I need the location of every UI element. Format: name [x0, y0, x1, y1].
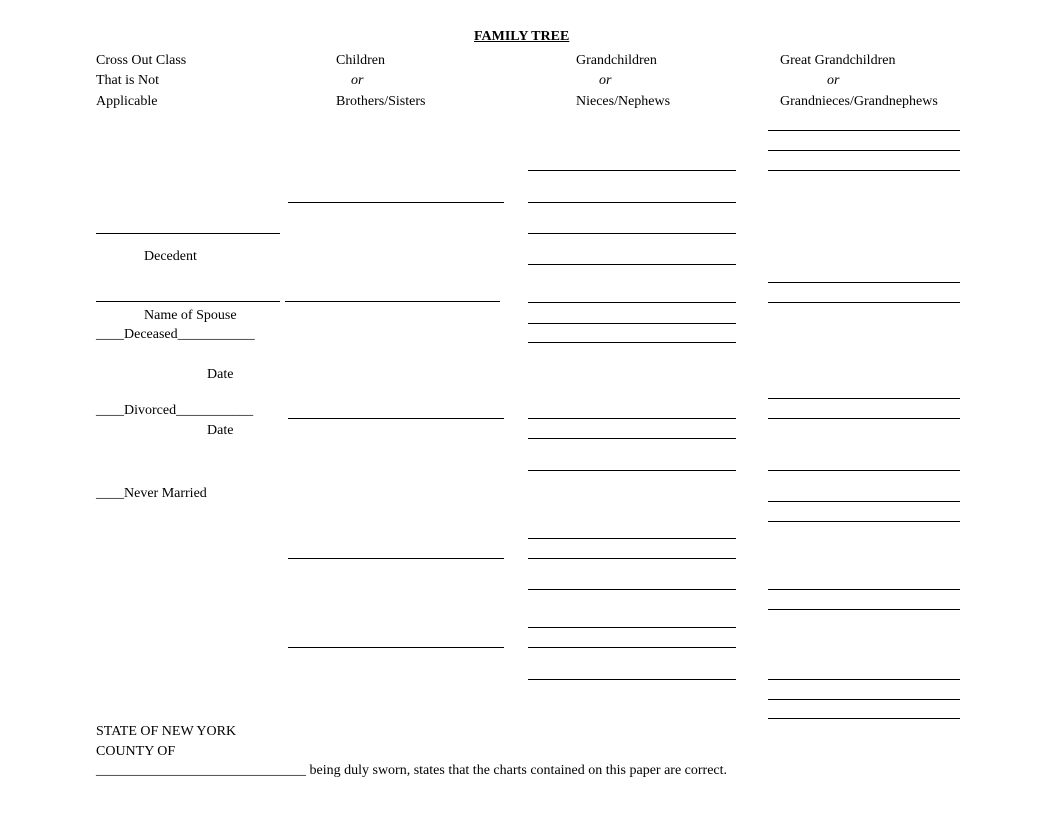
grandchild-blank-line[interactable] — [528, 418, 736, 419]
grandchildren-header-or: or — [599, 73, 612, 88]
spouse-blank-line[interactable] — [96, 301, 280, 302]
oath-line — [96, 763, 727, 779]
grandchild-blank-line[interactable] — [528, 589, 736, 590]
grandchild-blank-line[interactable] — [528, 647, 736, 648]
child-blank-line[interactable] — [288, 202, 504, 203]
great-grandchild-blank-line[interactable] — [768, 521, 960, 522]
great-grandchild-blank-line[interactable] — [768, 679, 960, 680]
class-header-line3: Applicable — [96, 94, 158, 109]
great-grandchildren-header-or: or — [827, 73, 840, 88]
child-blank-line[interactable] — [288, 558, 504, 559]
deceased-date-label: Date — [207, 367, 234, 382]
great-grandchild-blank-line[interactable] — [768, 589, 960, 590]
grandchild-blank-line[interactable] — [528, 470, 736, 471]
great-grandchild-blank-line[interactable] — [768, 282, 960, 283]
children-header-line3: Brothers/Sisters — [336, 94, 426, 109]
oath-statement: being duly sworn, states that the charts contained on this paper are correct. — [309, 763, 728, 778]
grandchild-blank-line[interactable] — [528, 438, 736, 439]
child-blank-line[interactable] — [288, 418, 504, 419]
great-grandchildren-header-line1: Great Grandchildren — [780, 53, 896, 68]
grandchild-blank-line[interactable] — [528, 170, 736, 171]
grandchild-blank-line[interactable] — [528, 202, 736, 203]
children-header-or: or — [351, 73, 364, 88]
child-blank-line[interactable] — [288, 647, 504, 648]
decedent-label: Decedent — [144, 249, 197, 264]
grandchild-blank-line[interactable] — [528, 558, 736, 559]
divorced-date-label: Date — [207, 423, 234, 438]
great-grandchild-blank-line[interactable] — [768, 302, 960, 303]
children-header-line1: Children — [336, 53, 385, 68]
great-grandchild-blank-line[interactable] — [768, 501, 960, 502]
grandchild-blank-line[interactable] — [528, 342, 736, 343]
grandchild-blank-line[interactable] — [528, 627, 736, 628]
spouse-label: Name of Spouse — [144, 308, 237, 323]
grandchild-blank-line[interactable] — [528, 233, 736, 234]
grandchild-blank-line[interactable] — [528, 679, 736, 680]
great-grandchild-blank-line[interactable] — [768, 609, 960, 610]
great-grandchild-blank-line[interactable] — [768, 130, 960, 131]
divorced-field[interactable]: ____Divorced___________ — [96, 403, 254, 418]
great-grandchild-blank-line[interactable] — [768, 150, 960, 151]
class-header-line1: Cross Out Class — [96, 53, 187, 68]
great-grandchild-blank-line[interactable] — [768, 470, 960, 471]
state-label: STATE OF NEW YORK — [96, 724, 237, 739]
great-grandchild-blank-line[interactable] — [768, 699, 960, 700]
grandchildren-header-line3: Nieces/Nephews — [576, 94, 671, 109]
great-grandchildren-header-line3: Grandnieces/Grandnephews — [780, 94, 938, 109]
great-grandchild-blank-line[interactable] — [768, 418, 960, 419]
grandchild-blank-line[interactable] — [528, 323, 736, 324]
affiant-name-blank[interactable]: ______________________________ — [96, 763, 306, 778]
page-title: FAMILY TREE — [474, 29, 570, 44]
class-header-line2: That is Not — [96, 73, 159, 88]
great-grandchild-blank-line[interactable] — [768, 170, 960, 171]
grandchild-blank-line[interactable] — [528, 302, 736, 303]
decedent-blank-line[interactable] — [96, 233, 280, 234]
county-label: COUNTY OF — [96, 744, 176, 759]
child-blank-line[interactable] — [285, 301, 500, 302]
grandchild-blank-line[interactable] — [528, 538, 736, 539]
grandchildren-header-line1: Grandchildren — [576, 53, 657, 68]
never-married-field[interactable]: ____Never Married — [96, 486, 207, 501]
great-grandchild-blank-line[interactable] — [768, 398, 960, 399]
great-grandchild-blank-line[interactable] — [768, 718, 960, 719]
deceased-field[interactable]: ____Deceased___________ — [96, 327, 255, 342]
grandchild-blank-line[interactable] — [528, 264, 736, 265]
